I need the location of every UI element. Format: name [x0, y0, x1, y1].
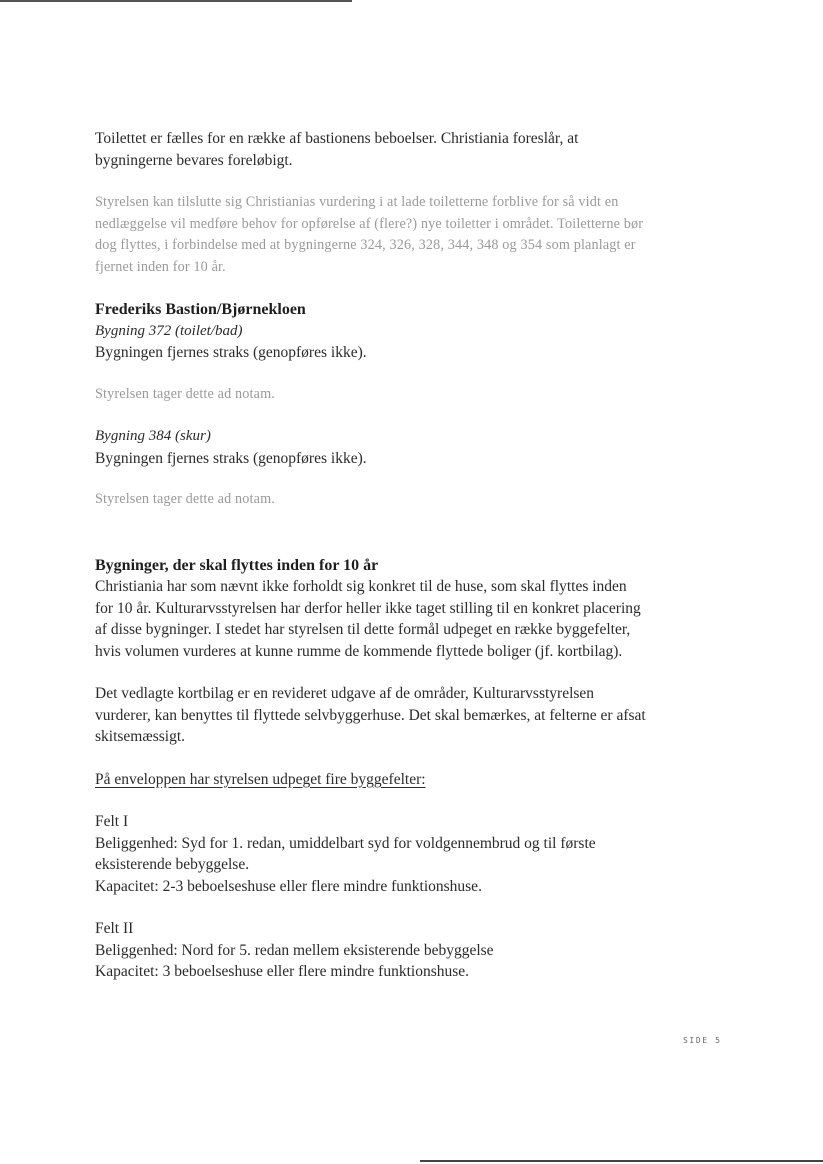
felt-2-block	[95, 918, 647, 983]
felt-1-title: Felt I	[95, 813, 129, 830]
felt-1-block	[95, 811, 647, 897]
underlined-byggefelter-heading: På enveloppen har styrelsen udpeget fire byggefelter:	[95, 770, 426, 788]
felt-2-capacity: Kapacitet: 3 beboelseshuse eller flere mindre funktionshuse.	[95, 963, 470, 980]
subheading-bygning-372: Bygning 372 (toilet/bad)	[95, 322, 243, 339]
scan-edge-bottom	[420, 1160, 823, 1162]
section-heading-frederiks-bastion: Frederiks Bastion/Bjørnekloen	[95, 301, 306, 318]
paragraph-christiania-huse: Christiania har som nævnt ikke forholdt sig konkret til de huse, som skal flyttes inden for 10 år. Kulturarvsstyrelsen har derfor heller ikke taget stilling til en konkret placering af disse bygninger. I stedet har styrelsen til dette formål udpeget en række byggefelter, hvis volumen vurderes at kunne rumme de kommende flyttede boliger (jf. kortbilag).	[95, 578, 641, 660]
section-heading-bygninger-flyttes: Bygninger, der skal flyttes inden for 10 år	[95, 556, 379, 574]
felt-2-title: Felt II	[95, 920, 134, 937]
paragraph-bygning-384: Bygningen fjernes straks (genopføres ikke).	[95, 449, 367, 467]
document-body	[95, 128, 647, 983]
comment-bygning-384: Styrelsen tager dette ad notam.	[95, 491, 275, 507]
felt-1-location: Beliggenhed: Syd for 1. redan, umiddelbart syd for voldgennembrud og til første eksisterende bebyggelse.	[95, 834, 596, 873]
scan-edge-top	[0, 0, 352, 2]
paragraph-bygning-372: Bygningen fjernes straks (genopføres ikke).	[95, 344, 367, 361]
comment-bygning-372: Styrelsen tager dette ad notam.	[95, 385, 275, 402]
subheading-bygning-384: Bygning 384 (skur)	[95, 428, 211, 444]
paragraph-toilet: Toilettet er fælles for en række af bastionens beboelser. Christiania foreslår, at bygningerne bevares foreløbigt.	[95, 130, 579, 169]
felt-1-capacity: Kapacitet: 2-3 beboelseshuse eller flere mindre funktionshuse.	[95, 877, 482, 895]
comment-styrelsen-toilet: Styrelsen kan tilslutte sig Christianias vurdering i at lade toiletterne forblive for så vidt en nedlæggelse vil medføre behov for opførelse af (flere?) nye toiletter i området. Toiletterne bør dog flyttes, i forbindelse med at bygningerne 324, 326, 328, 344, 348 og 354 som planlagt er fjernet inden for 10 år.	[95, 194, 644, 275]
felt-2-location: Beliggenhed: Nord for 5. redan mellem eksisterende bebyggelse	[95, 941, 494, 959]
page-number: SIDE 5	[683, 1036, 722, 1045]
paragraph-kortbilag: Det vedlagte kortbilag er en revideret udgave af de områder, Kulturarvsstyrelsen vurderer, kan benyttes til flyttede selvbyggerhuse. Det skal bemærkes, at felterne er afsat skitsemæssigt.	[95, 685, 646, 745]
